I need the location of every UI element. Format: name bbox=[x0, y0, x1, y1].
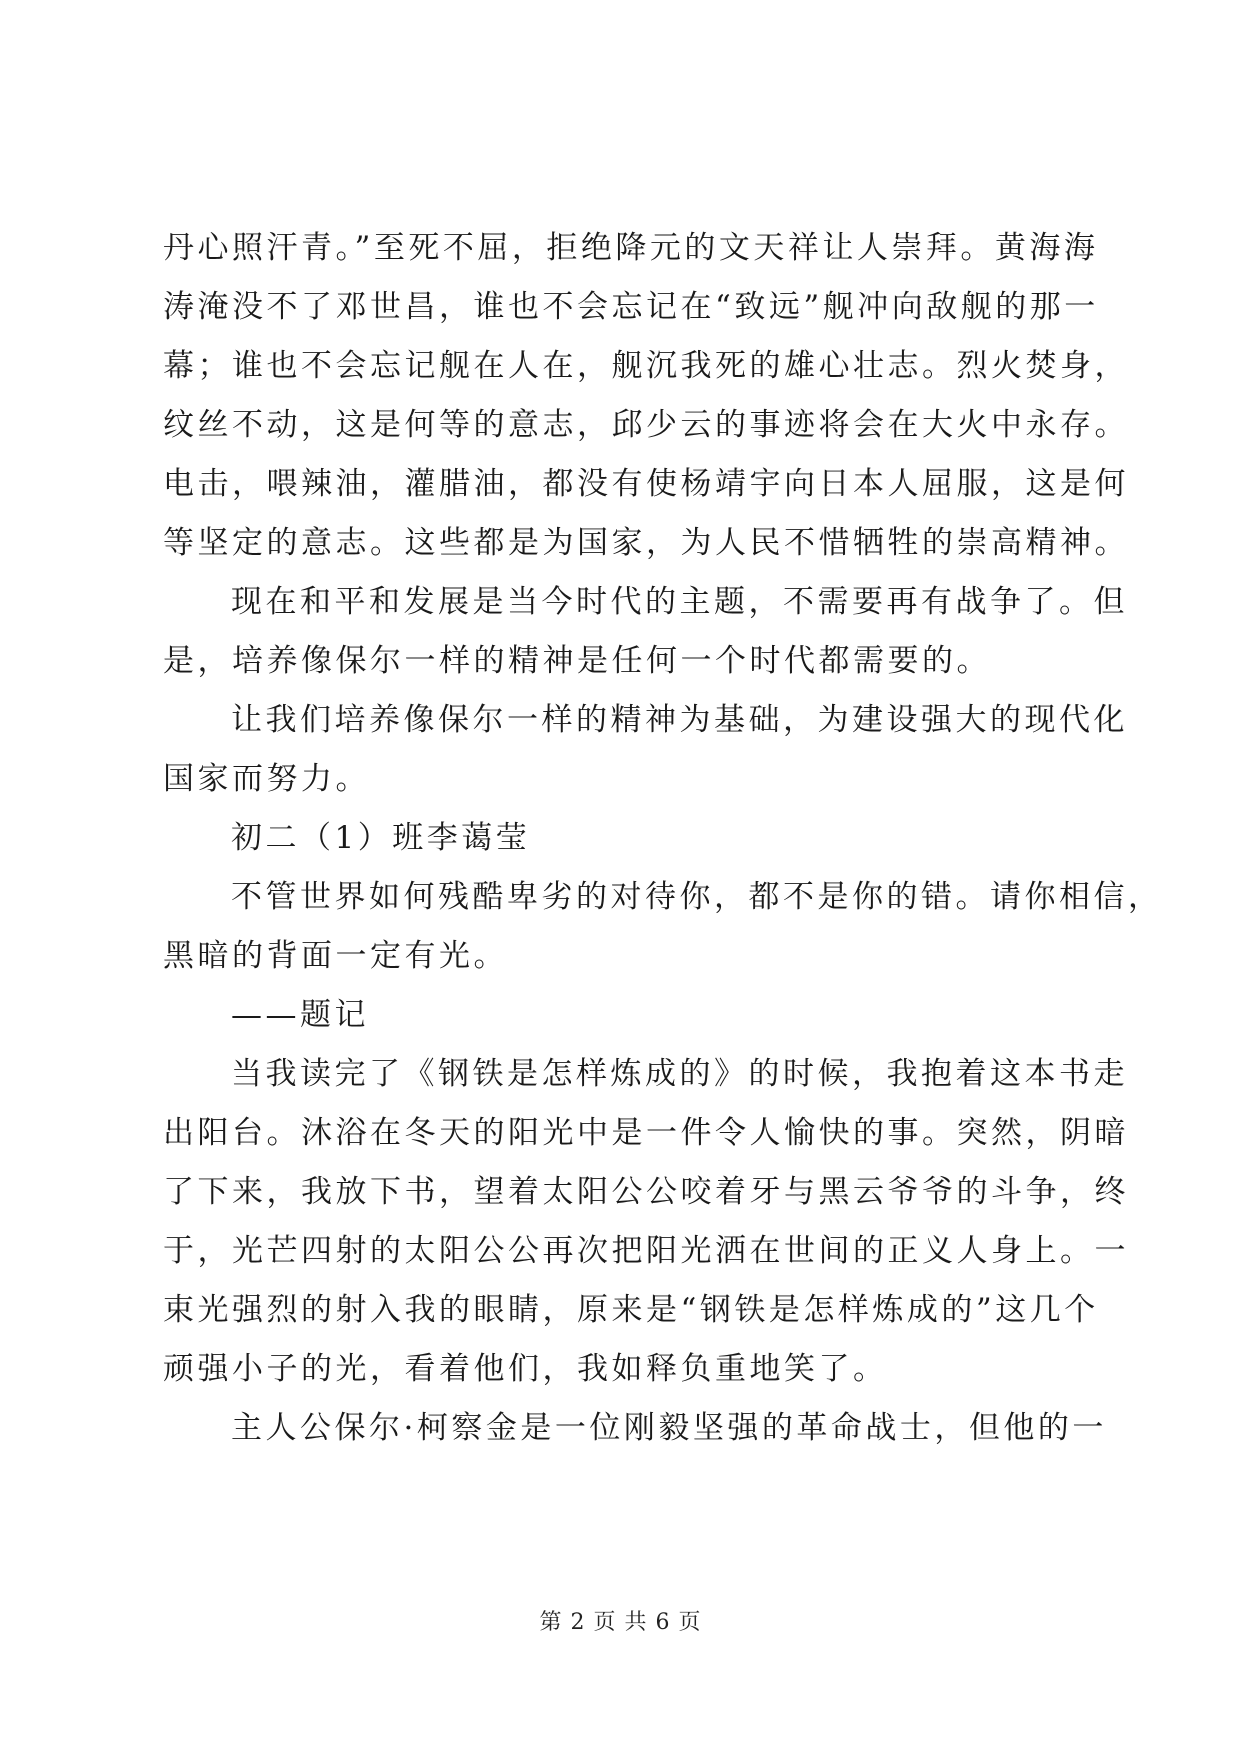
epigraph-attribution: ——题记 bbox=[231, 997, 369, 1033]
paragraph-first-line: 让我们培养像保尔一样的精神为基础，为建设强大的现代化 bbox=[231, 702, 1128, 738]
text-line: 涛淹没不了邓世昌，谁也不会忘记在“致远”舰冲向敌舰的那一 bbox=[163, 289, 1099, 325]
text-line: 顽强小子的光，看着他们，我如释负重地笑了。 bbox=[163, 1351, 888, 1387]
epigraph-first-line: 不管世界如何残酷卑劣的对待你，都不是你的错。请你相信， bbox=[231, 879, 1163, 915]
text-line: 是，培养像保尔一样的精神是任何一个时代都需要的。 bbox=[163, 643, 991, 679]
paragraph-first-line: 主人公保尔·柯察金是一位刚毅坚强的革命战士，但他的一 bbox=[231, 1410, 1107, 1446]
author-line: 初二（1）班李蔼莹 bbox=[231, 820, 531, 856]
text-line: 纹丝不动，这是何等的意志，邱少云的事迹将会在大火中永存。 bbox=[163, 407, 1129, 443]
text-line: 国家而努力。 bbox=[163, 761, 370, 797]
text-line: 电击，喂辣油，灌腊油，都没有使杨靖宇向日本人屈服，这是何 bbox=[163, 466, 1129, 502]
paragraph-first-line: 当我读完了《钢铁是怎样炼成的》的时候，我抱着这本书走 bbox=[231, 1056, 1128, 1092]
text-line: 于，光芒四射的太阳公公再次把阳光洒在世间的正义人身上。一 bbox=[163, 1233, 1129, 1269]
page-number-footer: 第 2 页 共 6 页 bbox=[539, 1610, 702, 1635]
epigraph-line: 黑暗的背面一定有光。 bbox=[163, 938, 508, 974]
text-line: 了下来，我放下书，望着太阳公公咬着牙与黑云爷爷的斗争，终 bbox=[163, 1174, 1129, 1210]
paragraph-first-line: 现在和平和发展是当今时代的主题，不需要再有战争了。但 bbox=[231, 584, 1128, 620]
text-line: 出阳台。沐浴在冬天的阳光中是一件令人愉快的事。突然，阴暗 bbox=[163, 1115, 1129, 1151]
text-line: 幕；谁也不会忘记舰在人在，舰沉我死的雄心壮志。烈火焚身， bbox=[163, 348, 1129, 384]
text-line: 束光强烈的射入我的眼睛，原来是“钢铁是怎样炼成的”这几个 bbox=[163, 1292, 1099, 1328]
text-line: 等坚定的意志。这些都是为国家，为人民不惜牺牲的崇高精神。 bbox=[163, 525, 1129, 561]
text-line: 丹心照汗青。”至死不屈，拒绝降元的文天祥让人崇拜。黄海海 bbox=[163, 230, 1099, 266]
